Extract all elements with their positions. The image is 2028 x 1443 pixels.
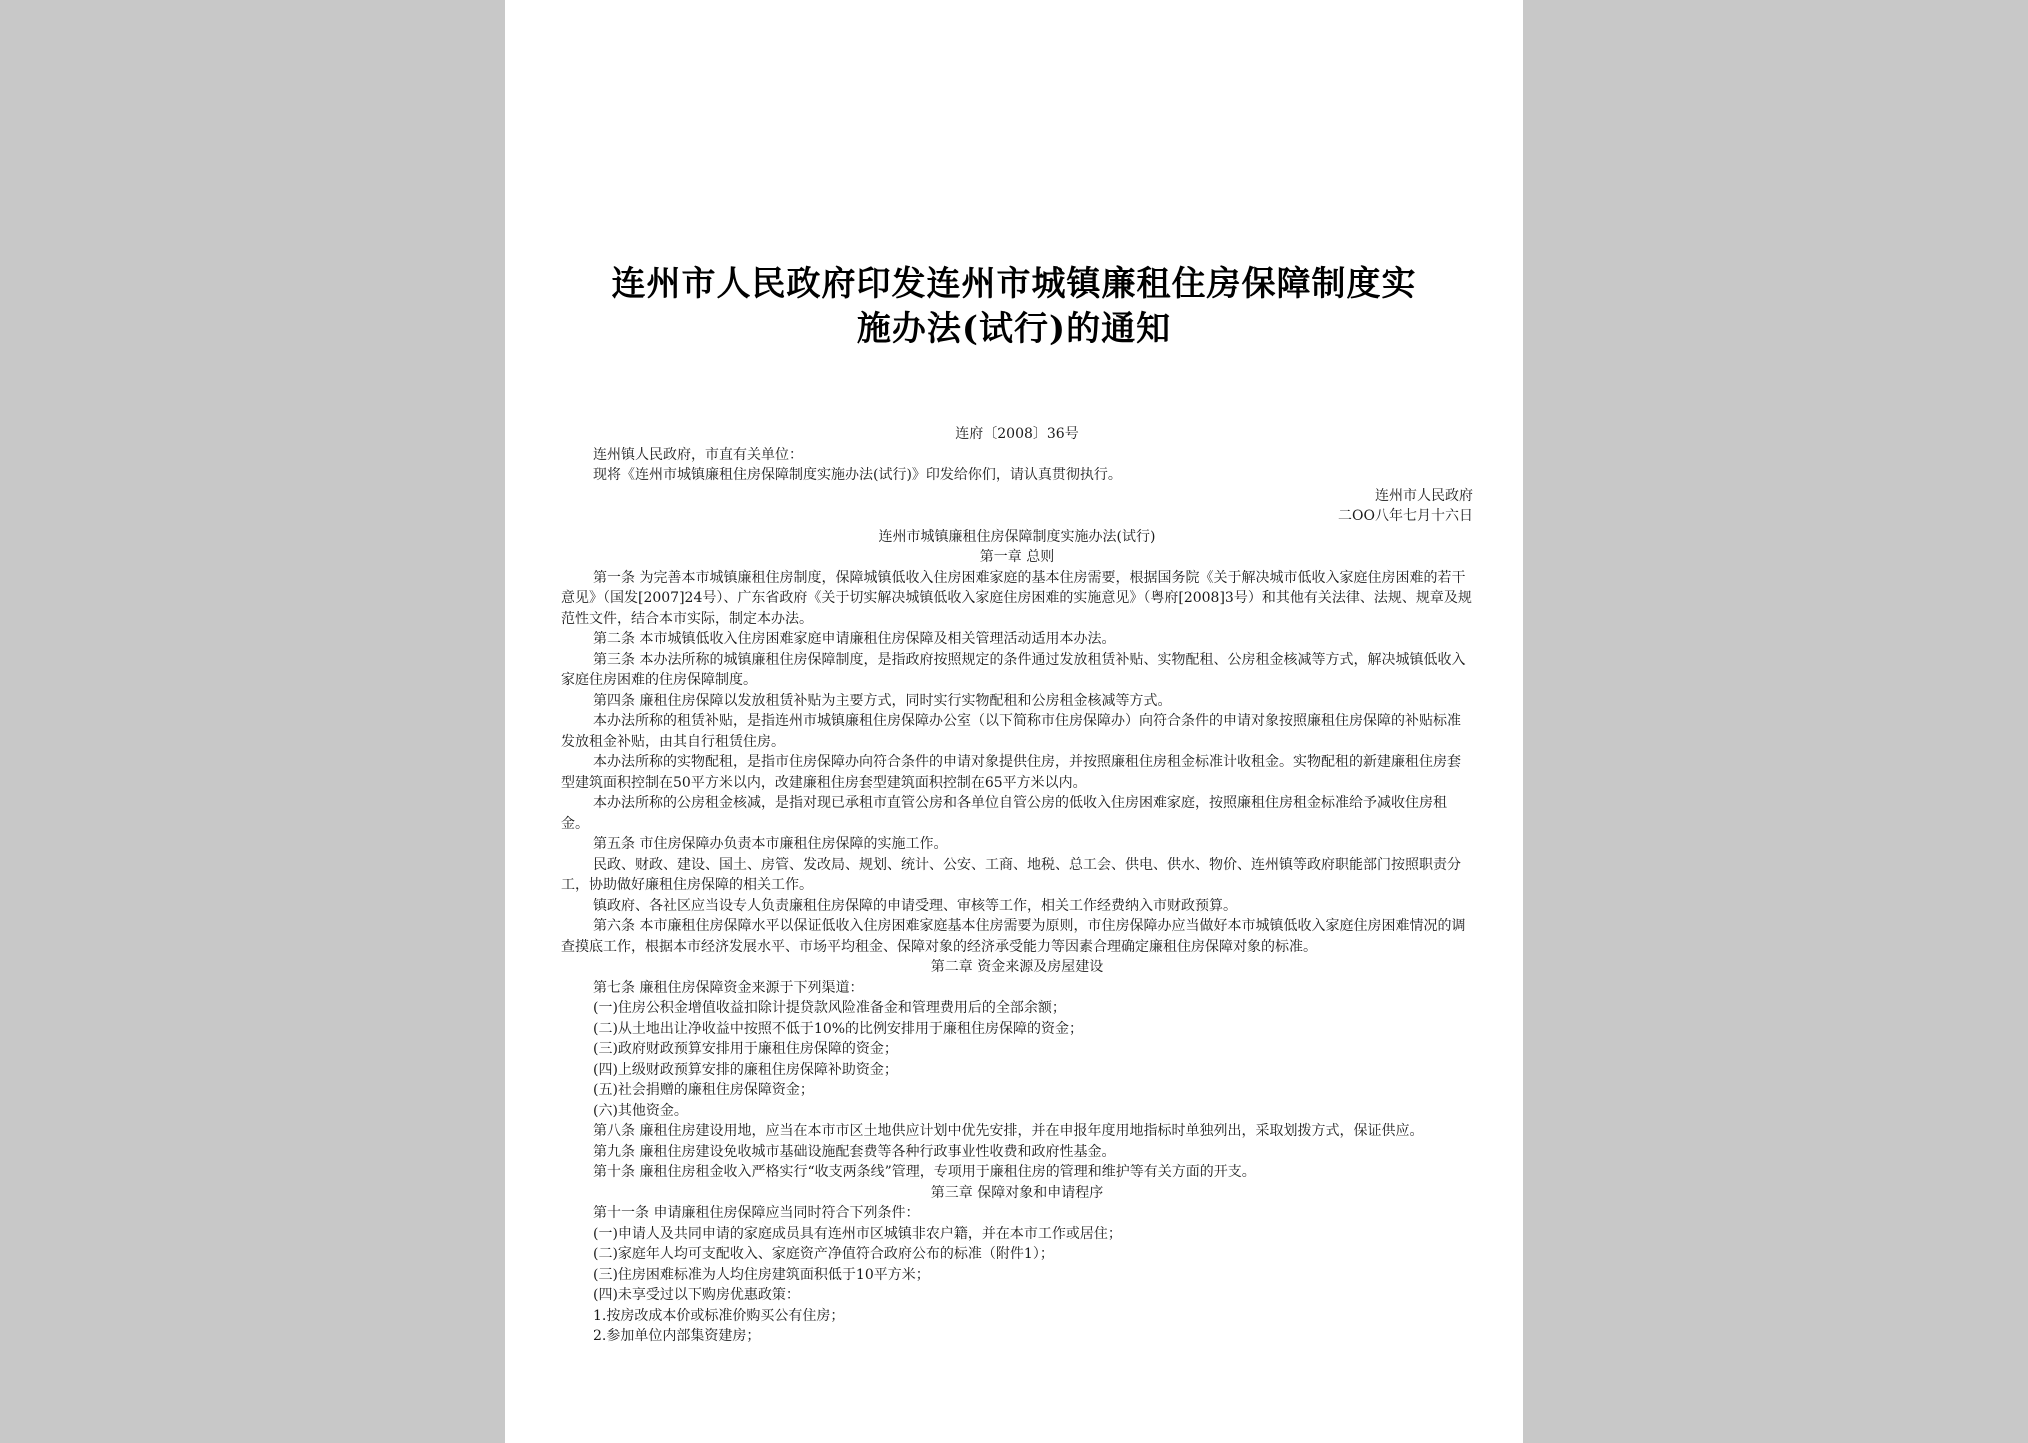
chapter-3-paragraph: (四)未享受过以下购房优惠政策：: [593, 1287, 800, 1303]
chapter-3-paragraph: 第十一条 申请廉租住房保障应当同时符合下列条件：: [593, 1205, 920, 1221]
chapter-1-paragraph: 第二条 本市城镇低收入住房困难家庭申请廉租住房保障及相关管理活动适用本办法。: [593, 631, 1116, 647]
chapter-1-paragraph: 民政、财政、建设、国土、房管、发改局、规划、统计、公安、工商、地税、总工会、供电、供水、物价、连州镇等政府职能部门按照职责分工，协助做好廉租住房保障的相关工作。: [561, 856, 1461, 893]
intro-paragraph: 现将《连州市城镇廉租住房保障制度实施办法(试行)》印发给你们，请认真贯彻执行。: [593, 467, 1122, 483]
signature-org: 连州市人民政府: [1375, 487, 1473, 504]
chapter-2-paragraph: (一)住房公积金增值收益扣除计提贷款风险准备金和管理费用后的全部余额；: [593, 1000, 1066, 1016]
chapter-1-paragraph: 本办法所称的租赁补贴，是指连州市城镇廉租住房保障办公室（以下简称市住房保障办）向符合条件的申请对象按照廉租住房保障的补贴标准发放租金补贴，由其自行租赁住房。: [561, 713, 1461, 750]
chapter-2-paragraph: (三)政府财政预算安排用于廉租住房保障的资金；: [593, 1041, 898, 1057]
chapter-1-paragraph: 第六条 本市廉租住房保障水平以保证低收入住房困难家庭基本住房需要为原则，市住房保障办应当做好本市城镇低收入家庭住房困难情况的调查摸底工作，根据本市经济发展水平、市场平均租金、保障对象的经济承受能力等因素合理确定廉租住房保障对象的标准。: [561, 918, 1466, 955]
chapter-1-paragraph: 第五条 市住房保障办负责本市廉租住房保障的实施工作。: [593, 836, 948, 852]
signature-date: 二OO八年七月十六日: [1338, 508, 1473, 524]
chapter-3-paragraph: 1.按房改成本价或标准价购买公有住房；: [593, 1307, 845, 1324]
document-title: [545, 262, 1483, 352]
regulation-title: 连州市城镇廉租住房保障制度实施办法(试行): [878, 528, 1156, 545]
chapter-2-paragraph: 第八条 廉租住房建设用地，应当在本市市区土地供应计划中优先安排，并在申报年度用地指标时单独列出，采取划拨方式，保证供应。: [593, 1123, 1424, 1139]
chapter-2-paragraph: (五)社会捐赠的廉租住房保障资金；: [593, 1082, 814, 1098]
chapter-2-paragraph: 第十条 廉租住房租金收入严格实行“收支两条线”管理，专项用于廉租住房的管理和维护等有关方面的开支。: [593, 1164, 1256, 1180]
chapter-2-paragraph: (六)其他资金。: [593, 1102, 688, 1119]
chapter-2-paragraph: 第七条 廉租住房保障资金来源于下列渠道：: [593, 979, 864, 996]
chapter-3-paragraph: (一)申请人及共同申请的家庭成员具有连州市区城镇非农户籍，并在本市工作或居住；: [593, 1225, 1122, 1242]
chapter-2-paragraph: 第九条 廉租住房建设免收城市基础设施配套费等各种行政事业性收费和政府性基金。: [593, 1143, 1116, 1160]
chapter-2-heading: 第二章 资金来源及房屋建设: [930, 959, 1104, 975]
chapter-1-paragraph: 第四条 廉租住房保障以发放租赁补贴为主要方式，同时实行实物配租和公房租金核减等方式。: [593, 692, 1172, 709]
chapter-1-paragraph: 镇政府、各社区应当设专人负责廉租住房保障的申请受理、审核等工作，相关工作经费纳入市财政预算。: [593, 897, 1237, 914]
chapter-3-paragraph: (二)家庭年人均可支配收入、家庭资产净值符合政府公布的标准（附件1）；: [593, 1246, 1054, 1262]
chapter-2-paragraph: (二)从土地出让净收益中按照不低于10%的比例安排用于廉租住房保障的资金；: [593, 1020, 1084, 1037]
chapter-2-paragraph: (四)上级财政预算安排的廉租住房保障补助资金；: [593, 1061, 898, 1078]
chapter-1-paragraph: 本办法所称的公房租金核减，是指对现已承租市直管公房和各单位自管公房的低收入住房困难家庭，按照廉租住房租金标准给予减收住房租金。: [561, 795, 1447, 832]
chapter-1-paragraph: 第一条 为完善本市城镇廉租住房制度，保障城镇低收入住房困难家庭的基本住房需要，根据国务院《关于解决城市低收入家庭住房困难的若干意见》（国发[2007]24号）、广东省政府《关于切实解决城镇低收入家庭住房困难的实施意见》（粤府[2008]3号）和其他有关法律、法规、规章及规范性文件，结合本市实际，制定本办法。: [561, 569, 1472, 627]
chapter-1-paragraph: 第三条 本办法所称的城镇廉租住房保障制度，是指政府按照规定的条件通过发放租赁补贴、实物配租、公房租金核减等方式，解决城镇低收入家庭住房困难的住房保障制度。: [561, 651, 1466, 688]
doc-number: 连府〔2008〕36号: [955, 426, 1079, 442]
chapter-3-heading: 第三章 保障对象和申请程序: [930, 1184, 1104, 1201]
chapter-3-paragraph: 2.参加单位内部集资建房；: [593, 1328, 761, 1344]
addressee: 连州镇人民政府，市直有关单位：: [593, 446, 803, 463]
document-page: [505, 0, 1523, 1443]
document-body: [561, 424, 1473, 1347]
chapter-3-paragraph: (三)住房困难标准为人均住房建筑面积低于10平方米；: [593, 1266, 930, 1283]
chapter-1-heading: 第一章 总则: [979, 549, 1055, 565]
title-line-1: 连州市人民政府印发连州市城镇廉租住房保障制度实: [611, 264, 1417, 304]
chapter-1-paragraph: 本办法所称的实物配租，是指市住房保障办向符合条件的申请对象提供住房，并按照廉租住房租金标准计收租金。实物配租的新建廉租住房套型建筑面积控制在50平方米以内，改建廉租住房套型建筑面积控制在65平方米以内。: [561, 754, 1461, 791]
title-line-2: 施办法(试行)的通知: [856, 309, 1172, 349]
